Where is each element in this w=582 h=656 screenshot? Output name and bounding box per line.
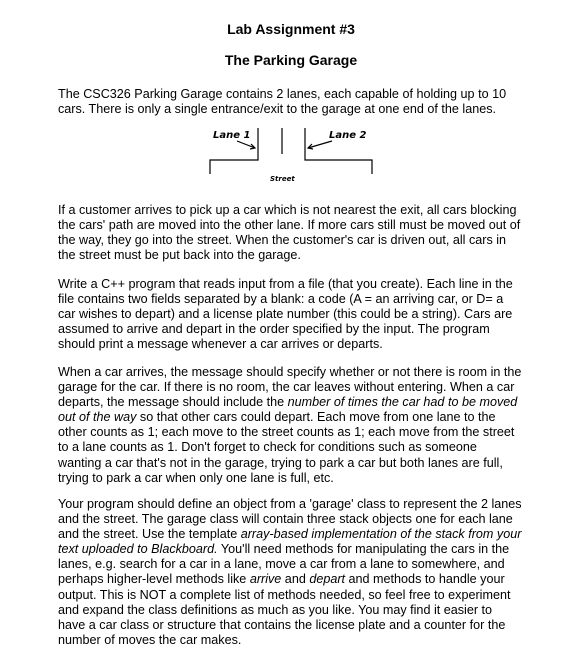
arrive-method-emphasis: arrive <box>249 572 282 587</box>
arrival-text-1: When a car arrives, the message should specify whether or not there is room in the garage for the car. If there is no room, the car leaves without entering. When a car departs, the message should include the <box>58 365 522 410</box>
street-label: Street <box>270 175 295 183</box>
garage-diagram <box>196 124 386 188</box>
class-text-4: and methods to handle your output. This is NOT a complete list of methods needed, so feel free to experiment and expand the class definitions as much as you like. You may find it easier to have a car class or structure that contains the license plate and a counter for the number of moves the car makes. <box>58 572 511 647</box>
depart-method-emphasis: depart <box>309 572 346 587</box>
program-paragraph: Write a C++ program that reads input from a file (that you create). Each line in the file contains two fields separated by a blank: a code (A = an arriving car, or D= a car wishes to depart) and a license plate number (this could be a string). Cars are assumed to arrive and depart in the order specified by the input. The program should print a message whenever a car arrives or departs. <box>58 277 513 352</box>
class-text-2: You'll need methods for manipulating the cars in the lanes, e.g. search for a car in a lane, move a car from a lane to somewhere, and perhaps higher-level methods like <box>58 542 510 587</box>
class-text-3: and <box>281 572 310 587</box>
moves-emphasis: number of times the car had to be moved out of the way <box>58 395 518 425</box>
arrival-paragraph <box>58 365 522 486</box>
arrival-text-2: so that other cars could depart. Each move from one lane to the other counts as 1; each move to the street counts as 1; each move from the street to a lane counts as 1. Don't forget to check for conditions such as someone wanting a car that's not in the garage, trying to park a car but both lanes are full, trying to park a car when only one lane is full, etc. <box>58 410 515 485</box>
pickup-paragraph: If a customer arrives to pick up a car which is not nearest the exit, all cars blocking the cars' path are moved into the other lane. If more cars still must be moved out of the way, they go into the street. When the customer's car is driven out, all cars in the street must be put back into the garage. <box>58 203 521 263</box>
page-subtitle: The Parking Garage <box>224 52 358 68</box>
class-text-1: Your program should define an object from a 'garage' class to represent the 2 lanes and the street. The garage class will contain three stack objects one for each lane and the street. Use the template <box>58 497 522 542</box>
page-title: Lab Assignment #3 <box>227 21 355 37</box>
class-paragraph <box>58 497 522 648</box>
lane2-label: Lane 2 <box>329 130 367 141</box>
stack-template-emphasis: array-based implementation of the stack from your text uploaded to Blackboard. <box>58 527 522 557</box>
intro-paragraph: The CSC326 Parking Garage contains 2 lanes, each capable of holding up to 10 cars. There is only a single entrance/exit to the garage at one end of the lanes. <box>58 87 507 117</box>
lane1-label: Lane 1 <box>213 130 251 141</box>
